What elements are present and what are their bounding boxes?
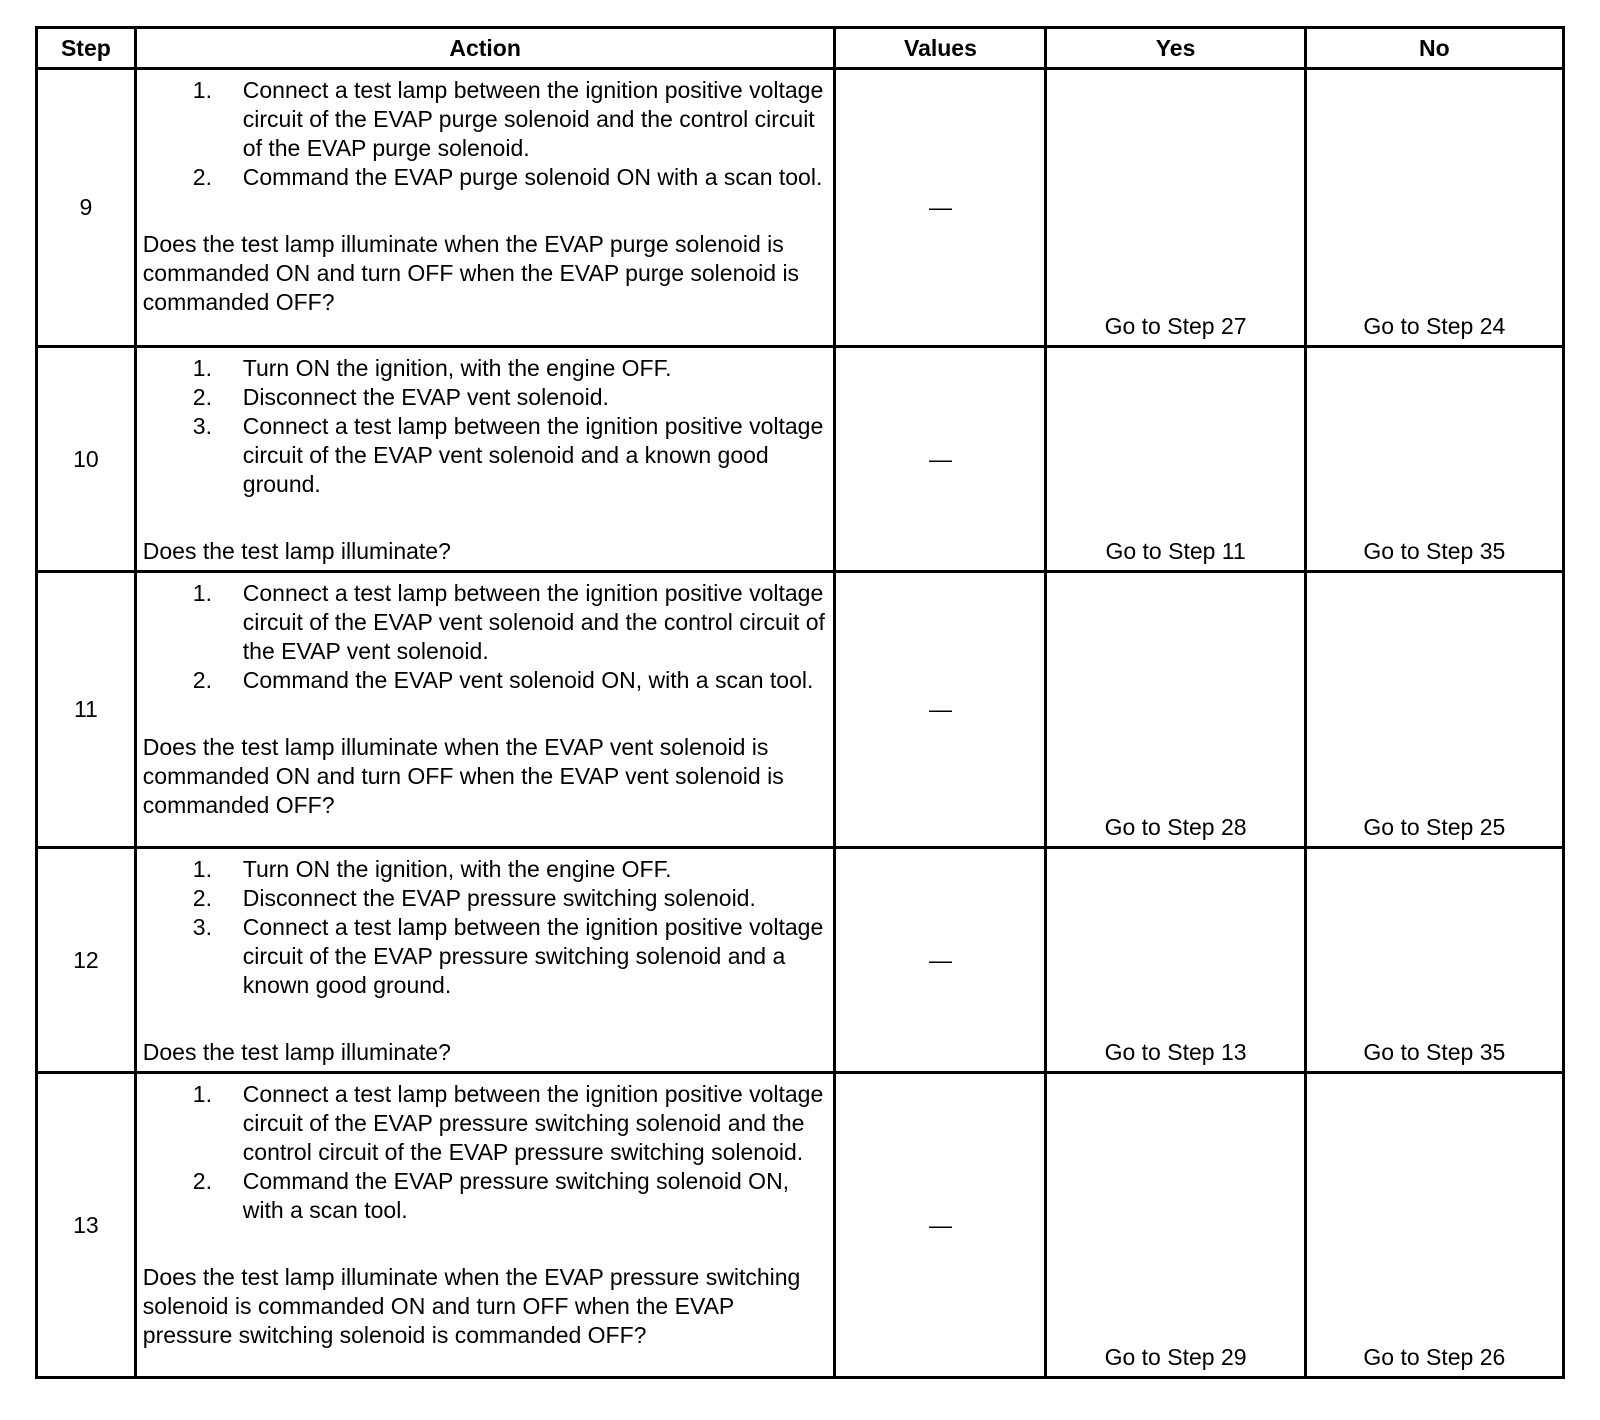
header-action: Action — [135, 28, 835, 69]
action-step — [143, 1167, 828, 1225]
table-row — [37, 347, 1564, 572]
action-question: Does the test lamp illuminate? — [142, 538, 451, 564]
step-item-text: Turn ON the ignition, with the engine OFF. — [242, 856, 672, 882]
values-cell: — — [835, 572, 1046, 848]
table-row — [37, 848, 1564, 1073]
action-step — [143, 884, 828, 913]
step-item-number: 1. — [192, 580, 212, 606]
action-step — [143, 913, 828, 1000]
step-number: 13 — [37, 1073, 136, 1378]
step-item-number: 1. — [192, 355, 212, 381]
step-item-text: Command the EVAP pressure switching solenoid ON, with a scan tool. — [242, 1168, 790, 1223]
step-item-text: Command the EVAP purge solenoid ON with a scan tool. — [242, 164, 823, 190]
step-item-number: 2. — [192, 164, 212, 190]
no-cell: Go to Step 35 — [1305, 347, 1563, 572]
step-item-number: 3. — [192, 914, 212, 940]
step-number: 12 — [37, 848, 136, 1073]
action-question: Does the test lamp illuminate when the EVAP pressure switching solenoid is commanded ON and turn OFF when the EVAP pressure switching solenoid is commanded OFF? — [142, 1264, 801, 1348]
step-item-number: 1. — [192, 1081, 212, 1107]
action-step — [143, 579, 828, 666]
no-cell: Go to Step 24 — [1305, 69, 1563, 347]
step-item-number: 1. — [192, 77, 212, 103]
step-item-text: Connect a test lamp between the ignition positive voltage circuit of the EVAP vent solenoid and the control circuit of the EVAP vent solenoid. — [242, 580, 825, 664]
action-question: Does the test lamp illuminate when the EVAP vent solenoid is commanded ON and turn OFF when the EVAP vent solenoid is commanded OFF? — [142, 734, 784, 818]
table-row — [37, 69, 1564, 347]
action-steps — [143, 855, 828, 1000]
action-steps — [143, 76, 828, 192]
yes-cell: Go to Step 28 — [1046, 572, 1305, 848]
step-item-text: Connect a test lamp between the ignition positive voltage circuit of the EVAP pressure switching solenoid and a known good ground. — [242, 914, 824, 998]
step-item-text: Turn ON the ignition, with the engine OFF. — [242, 355, 672, 381]
no-cell: Go to Step 35 — [1305, 848, 1563, 1073]
values-cell: — — [835, 848, 1046, 1073]
yes-cell: Go to Step 27 — [1046, 69, 1305, 347]
yes-cell: Go to Step 29 — [1046, 1073, 1305, 1378]
action-question: Does the test lamp illuminate? — [142, 1039, 451, 1065]
step-item-text: Disconnect the EVAP vent solenoid. — [242, 384, 609, 410]
header-row — [37, 28, 1564, 69]
step-item-text: Command the EVAP vent solenoid ON, with a scan tool. — [242, 667, 814, 693]
action-step — [143, 855, 828, 884]
header-step: Step — [37, 28, 136, 69]
step-item-number: 3. — [192, 413, 212, 439]
yes-cell: Go to Step 11 — [1046, 347, 1305, 572]
values-cell: — — [835, 1073, 1046, 1378]
step-item-number: 1. — [192, 856, 212, 882]
action-cell — [135, 572, 835, 848]
no-cell: Go to Step 26 — [1305, 1073, 1563, 1378]
step-item-text: Connect a test lamp between the ignition positive voltage circuit of the EVAP pressure switching solenoid and the control circuit of the EVAP pressure switching solenoid. — [242, 1081, 824, 1165]
action-steps — [143, 1080, 828, 1225]
action-step — [143, 354, 828, 383]
action-question: Does the test lamp illuminate when the EVAP purge solenoid is commanded ON and turn OFF when the EVAP purge solenoid is commanded OFF? — [142, 231, 800, 315]
diagnostic-table — [35, 26, 1565, 1379]
table-row — [37, 1073, 1564, 1378]
action-cell — [135, 69, 835, 347]
step-item-number: 2. — [192, 1168, 212, 1194]
table-row — [37, 572, 1564, 848]
action-step — [143, 1080, 828, 1167]
step-item-text: Disconnect the EVAP pressure switching solenoid. — [242, 885, 756, 911]
step-item-text: Connect a test lamp between the ignition positive voltage circuit of the EVAP purge solenoid and the control circuit of the EVAP purge solenoid. — [242, 77, 824, 161]
step-number: 9 — [37, 69, 136, 347]
step-item-number: 2. — [192, 384, 212, 410]
action-step — [143, 76, 828, 163]
action-cell — [135, 347, 835, 572]
values-cell: — — [835, 69, 1046, 347]
header-yes: Yes — [1046, 28, 1305, 69]
action-step — [143, 383, 828, 412]
action-step — [143, 412, 828, 499]
action-step — [143, 163, 828, 192]
step-item-number: 2. — [192, 885, 212, 911]
yes-cell: Go to Step 13 — [1046, 848, 1305, 1073]
step-number: 10 — [37, 347, 136, 572]
action-cell — [135, 848, 835, 1073]
header-no: No — [1305, 28, 1563, 69]
header-values: Values — [835, 28, 1046, 69]
action-cell — [135, 1073, 835, 1378]
step-item-number: 2. — [192, 667, 212, 693]
action-steps — [143, 354, 828, 499]
step-item-text: Connect a test lamp between the ignition positive voltage circuit of the EVAP vent solenoid and a known good ground. — [242, 413, 824, 497]
step-number: 11 — [37, 572, 136, 848]
no-cell: Go to Step 25 — [1305, 572, 1563, 848]
action-step — [143, 666, 828, 695]
action-steps — [143, 579, 828, 695]
values-cell: — — [835, 347, 1046, 572]
